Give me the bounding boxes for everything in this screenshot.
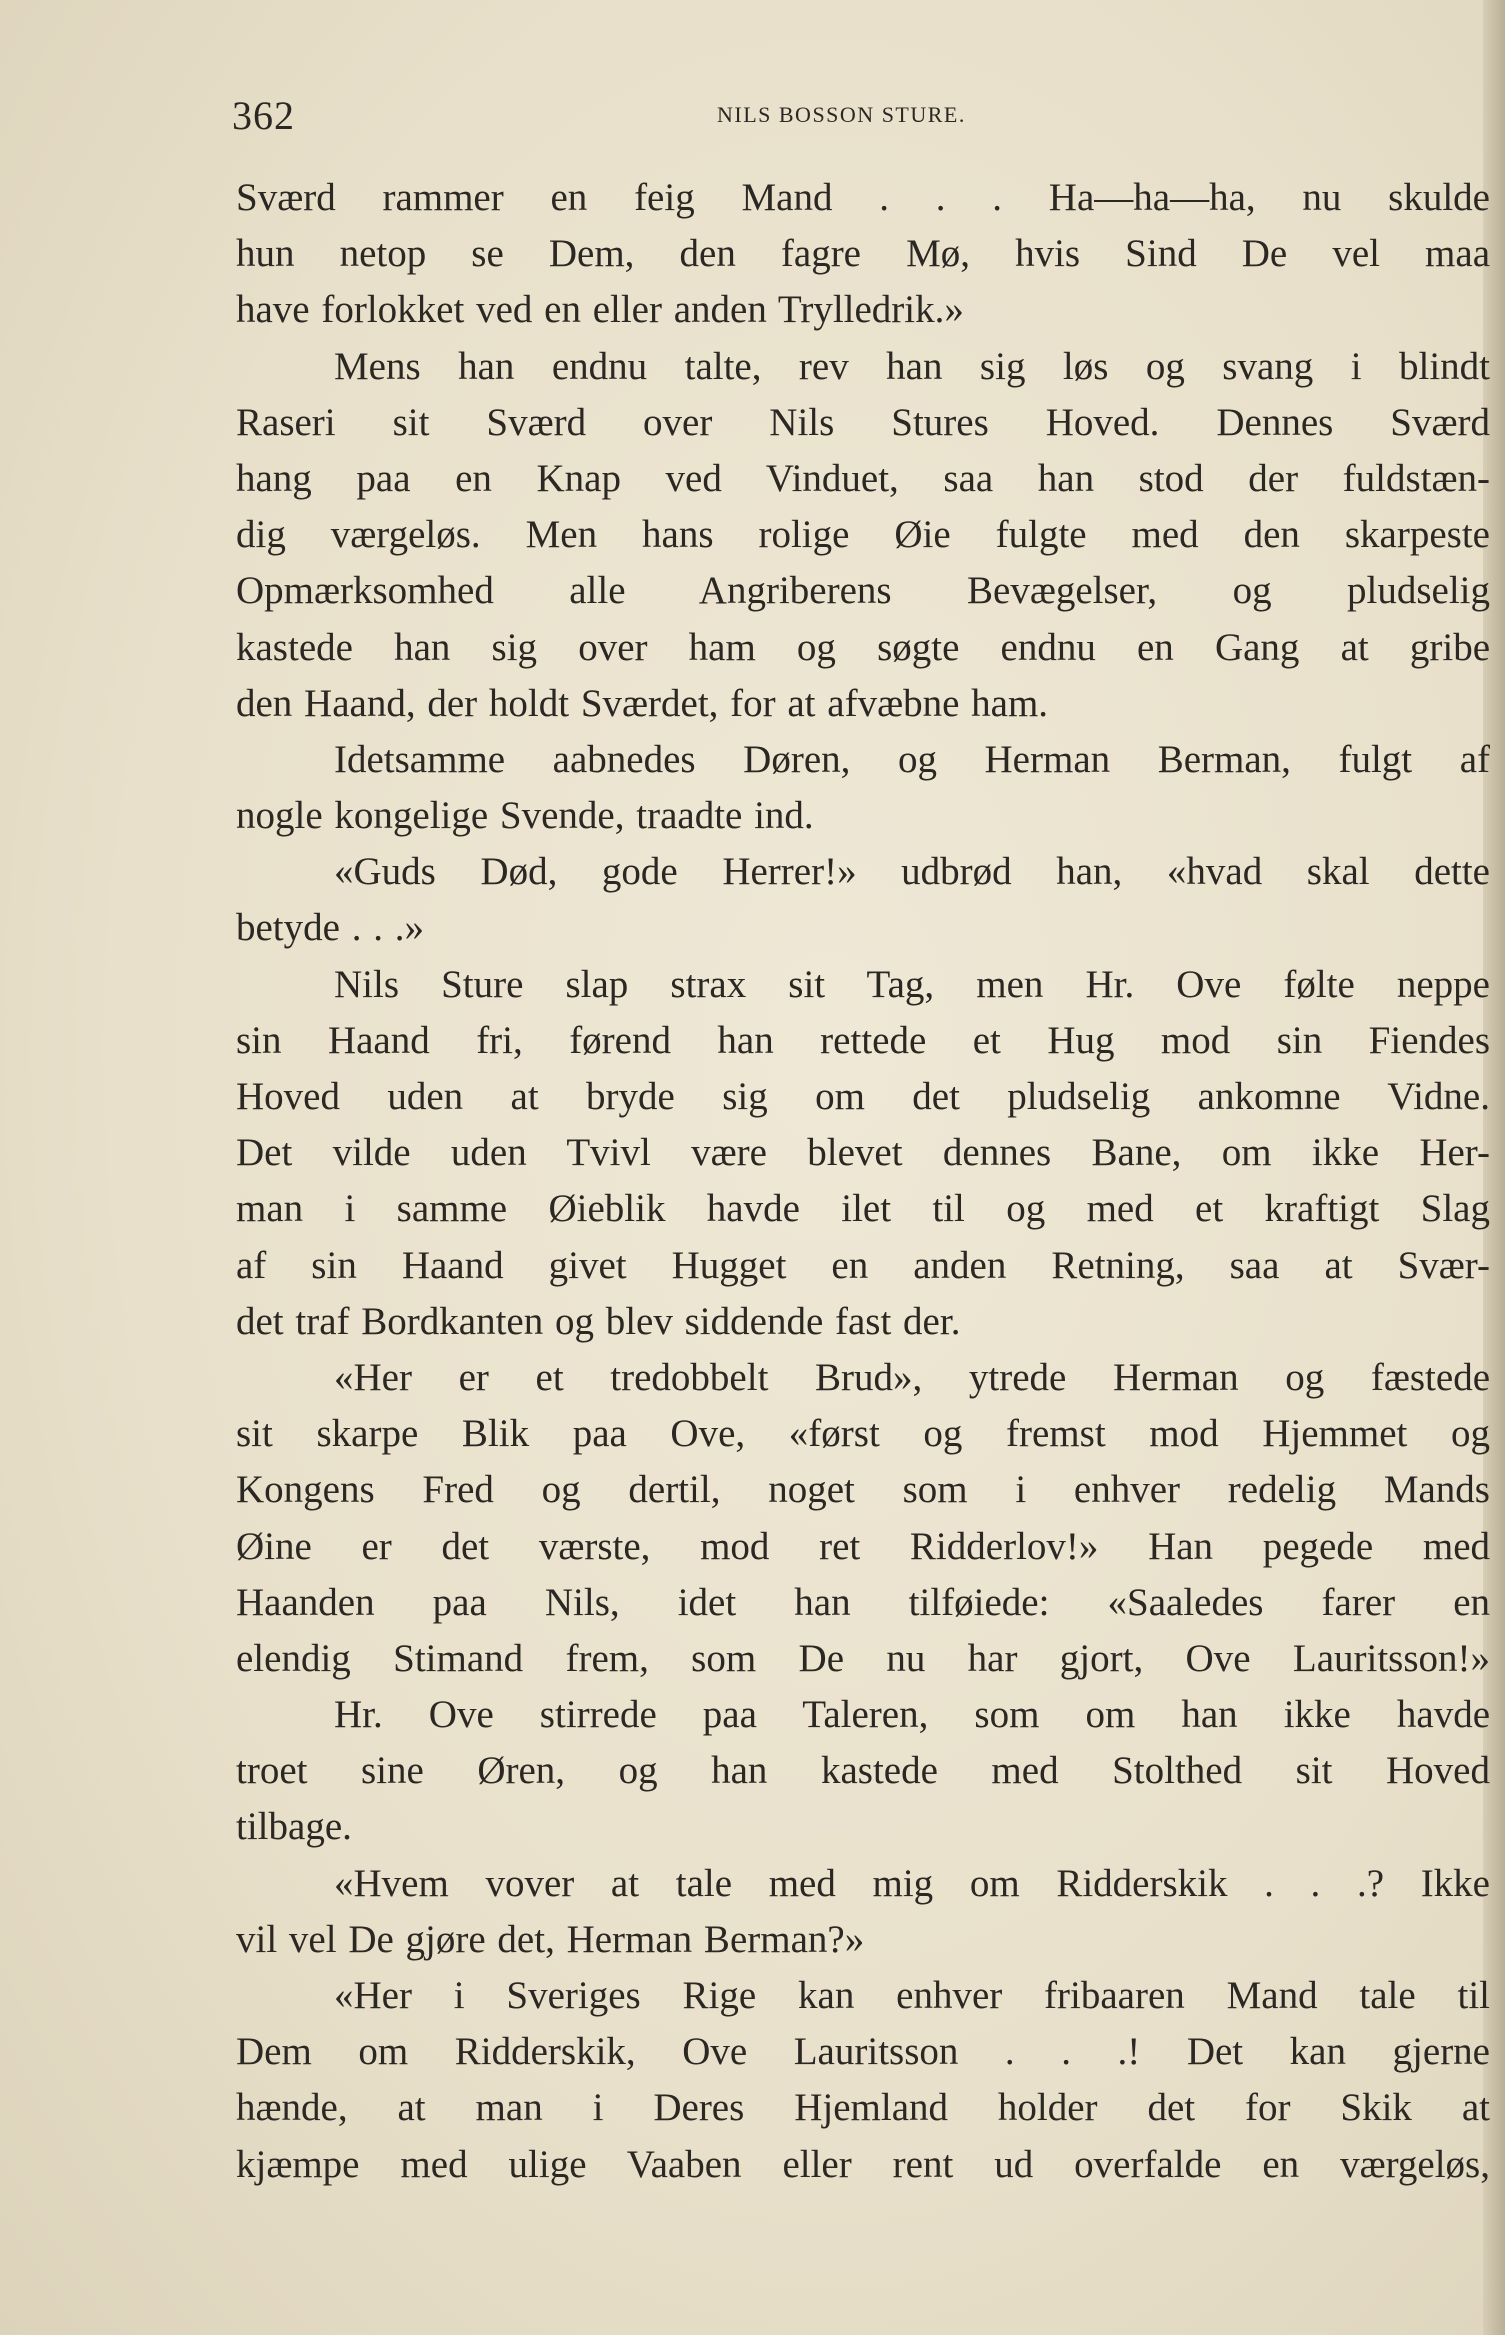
text-line: Øine er det værste, mod ret Ridderlov!» Han pegede med [236, 1524, 1490, 1568]
text-line: nogle kongelige Svende, traadte ind. [236, 794, 814, 838]
text-line: Kongens Fred og dertil, noget som i enhver redelig Mands [236, 1468, 1490, 1512]
text-line: troet sine Øren, og han kastede med Stolthed sit Hoved [236, 1749, 1490, 1793]
text-line: vil vel De gjøre det, Herman Berman?» [236, 1917, 865, 1961]
text-line: hænde, at man i Deres Hjemland holder det for Skik at [236, 2086, 1490, 2130]
text-line: tilbage. [236, 1805, 352, 1849]
text-line: af sin Haand givet Hugget en anden Retning, saa at Svær- [236, 1243, 1490, 1287]
text-line: have forlokket ved en eller anden Trylledrik.» [236, 288, 964, 332]
text-line: betyde . . .» [236, 906, 424, 950]
text-line: Det vilde uden Tvivl være blevet dennes Bane, om ikke Her- [236, 1131, 1490, 1175]
text-line: hang paa en Knap ved Vinduet, saa han stod der fuldstæn- [236, 456, 1490, 500]
running-title: NILS BOSSON STURE. [717, 102, 966, 127]
text-line: «Guds Død, gode Herrer!» udbrød han, «hvad skal dette [334, 850, 1490, 894]
text-line: «Her i Sveriges Rige kan enhver fribaaren Mand tale til [334, 1974, 1490, 2017]
text-line: Idetsamme aabnedes Døren, og Herman Berman, fulgt af [334, 737, 1490, 781]
text-line: hun netop se Dem, den fagre Mø, hvis Sind De vel maa [236, 232, 1490, 276]
text-line: Hr. Ove stirrede paa Taleren, som om han ikke havde [334, 1693, 1490, 1737]
text-line: den Haand, der holdt Sværdet, for at afvæbne ham. [236, 681, 1049, 725]
text-line: Hoved uden at bryde sig om det pludselig ankomne Vidne. [236, 1075, 1490, 1118]
body-text [236, 170, 1490, 2193]
text-line: elendig Stimand frem, som De nu har gjort, Ove Lauritsson!» [236, 1636, 1490, 1680]
text-line: man i samme Øieblik havde ilet til og med et kraftigt Slag [236, 1187, 1490, 1231]
text-line: «Her er et tredobbelt Brud», ytrede Herman og fæstede [334, 1355, 1490, 1399]
text-line: Sværd rammer en feig Mand . . . Ha—ha—ha, nu skulde [236, 176, 1490, 219]
text-line: det traf Bordkanten og blev siddende fast der. [236, 1299, 961, 1343]
text-line: Mens han endnu talte, rev han sig løs og svang i blindt [334, 344, 1490, 388]
page-number: 362 [232, 93, 295, 138]
text-line: Nils Sture slap strax sit Tag, men Hr. Ove følte neppe [334, 962, 1490, 1006]
text-line: kjæmpe med ulige Vaaben eller rent ud overfalde en værgeløs, [236, 2142, 1490, 2186]
text-line: Dem om Ridderskik, Ove Lauritsson . . .! Det kan gjerne [236, 2030, 1490, 2074]
text-line: kastede han sig over ham og søgte endnu en Gang at gribe [236, 625, 1490, 669]
text-line: «Hvem vover at tale med mig om Ridderskik . . .? Ikke [334, 1861, 1490, 1905]
text-line: dig værgeløs. Men hans rolige Øie fulgte med den skarpeste [236, 513, 1490, 557]
text-line: Opmærksomhed alle Angriberens Bevægelser, og pludselig [236, 569, 1490, 613]
text-line: sit skarpe Blik paa Ove, «først og fremst mod Hjemmet og [236, 1412, 1490, 1456]
text-line: Haanden paa Nils, idet han tilføiede: «Saaledes farer en [236, 1580, 1490, 1624]
text-line: Raseri sit Sværd over Nils Stures Hoved. Dennes Sværd [236, 400, 1490, 444]
page-header [232, 92, 1490, 142]
text-line: sin Haand fri, førend han rettede et Hug mod sin Fiendes [236, 1018, 1490, 1062]
